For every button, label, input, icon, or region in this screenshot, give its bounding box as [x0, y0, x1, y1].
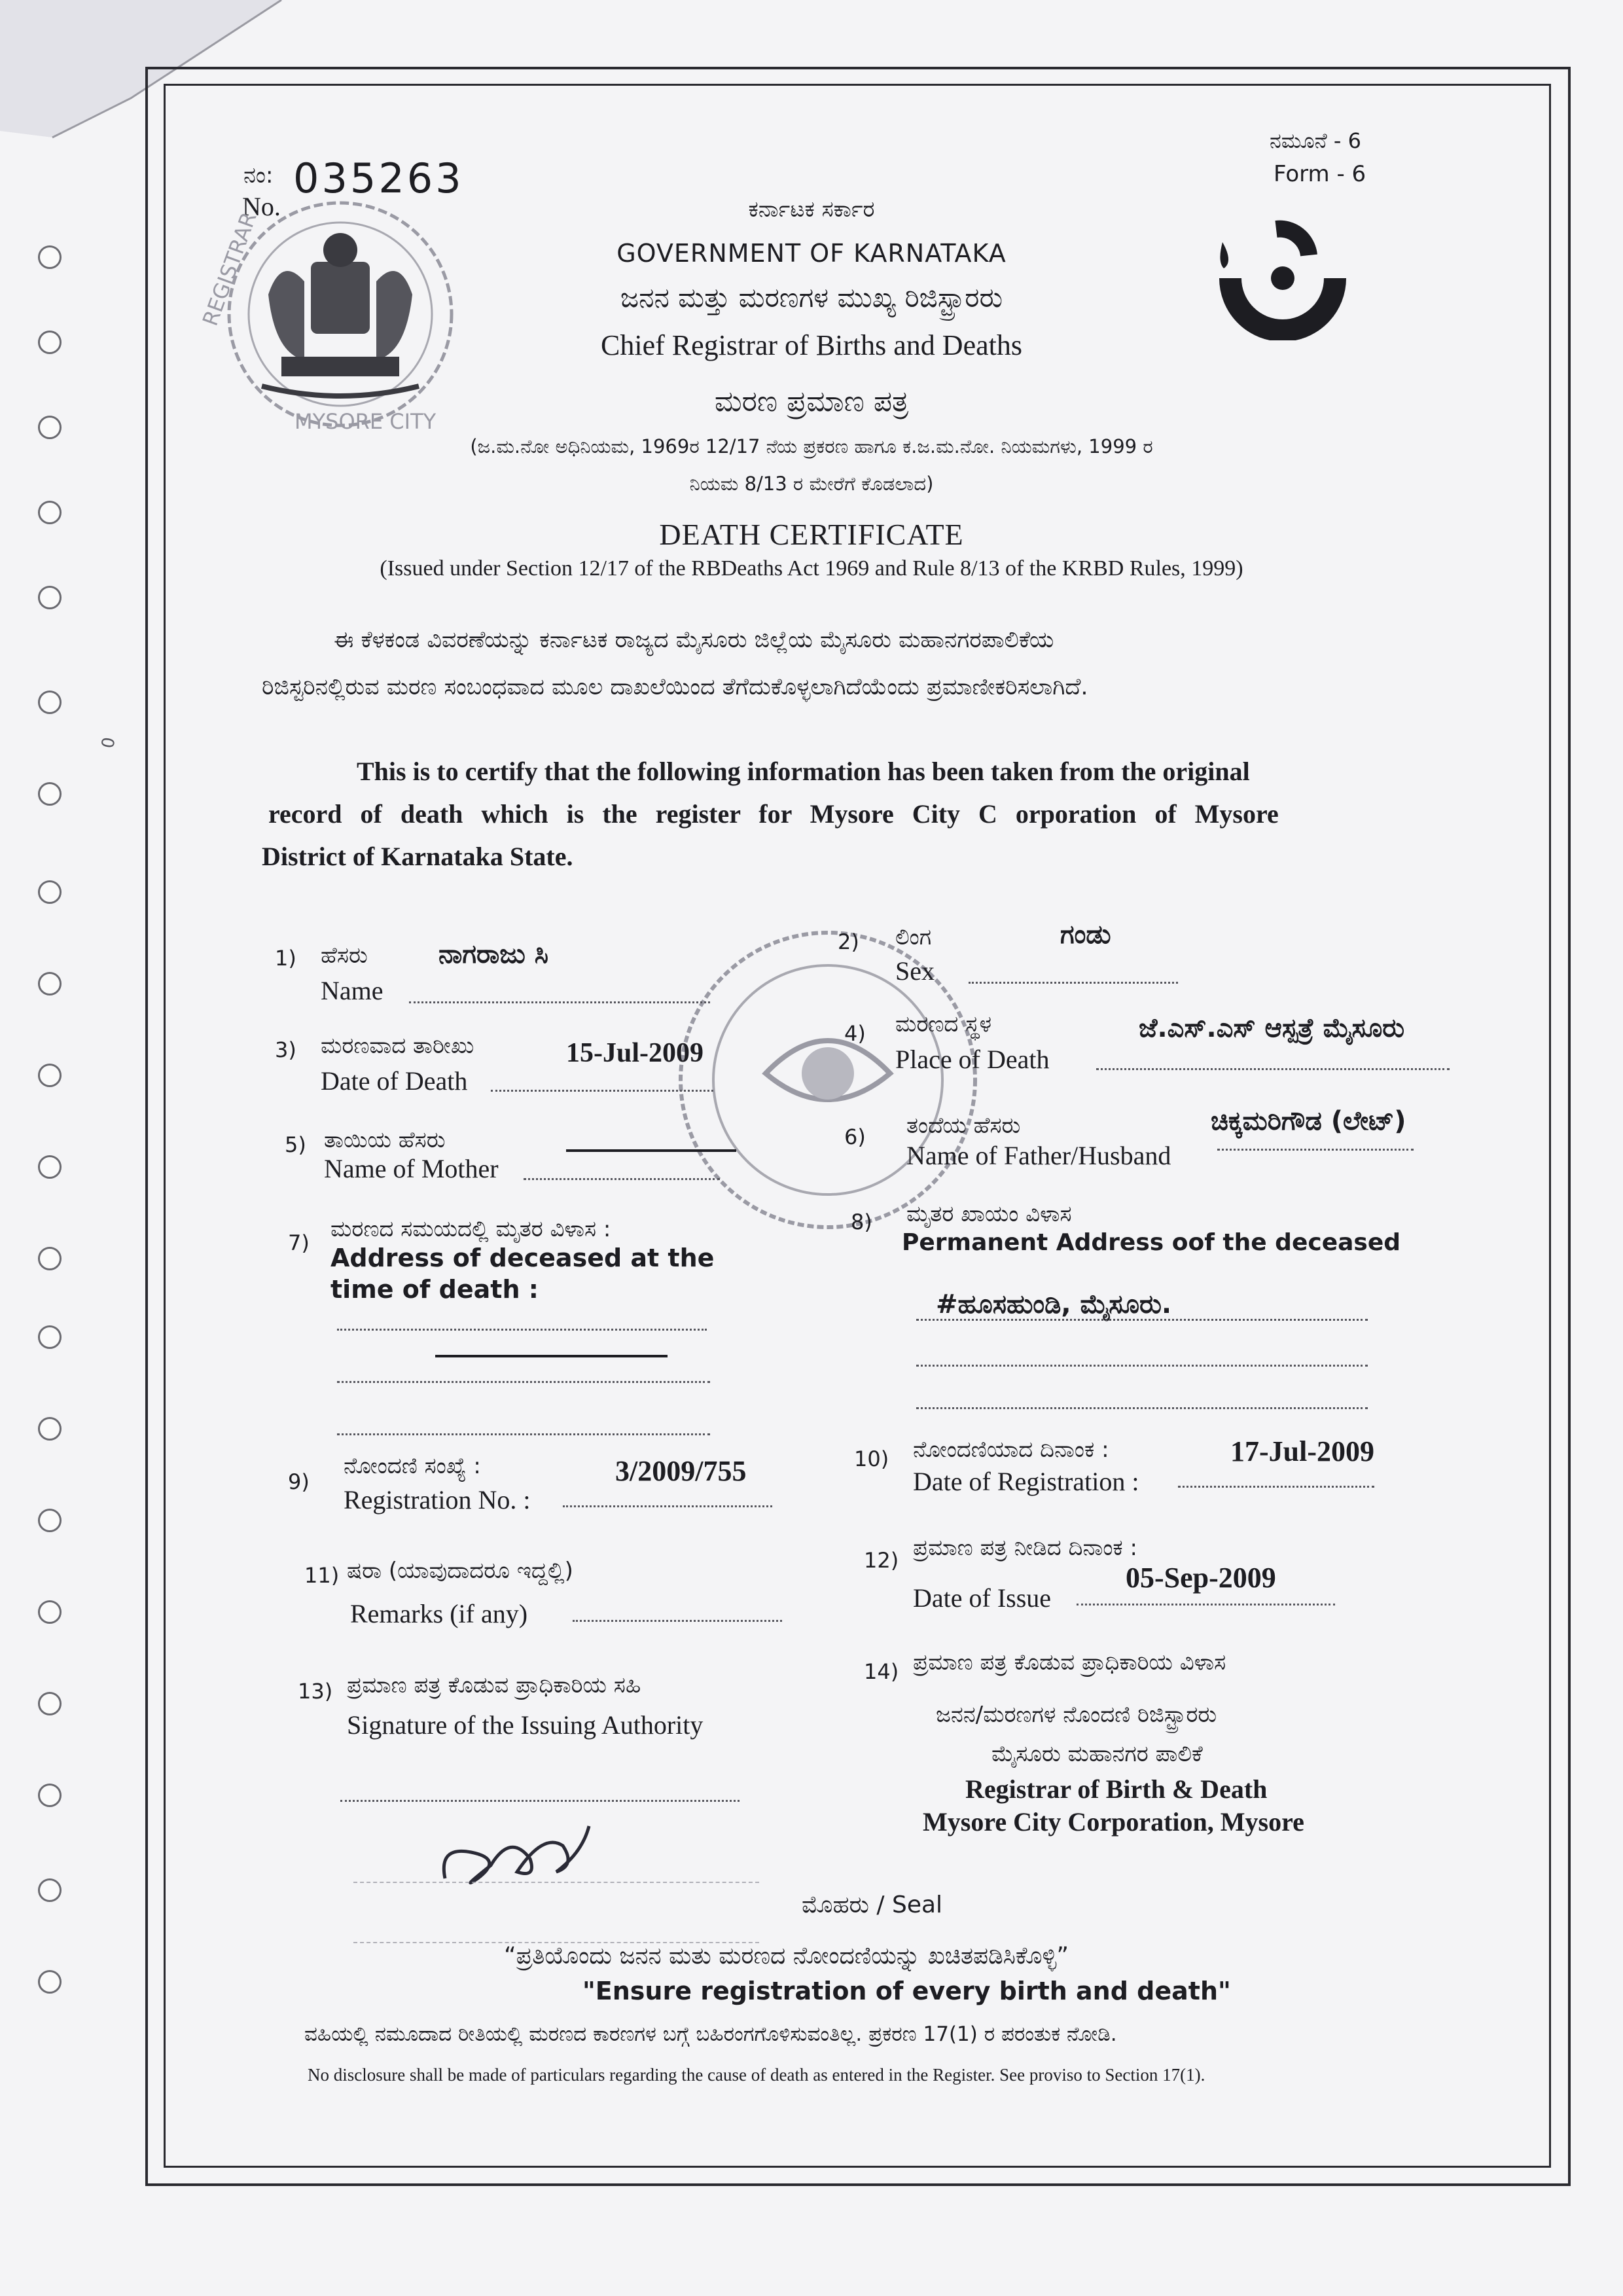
- field-label-en: Remarks (if any): [350, 1599, 528, 1628]
- field-number: 9): [288, 1469, 310, 1494]
- field-number: 2): [838, 929, 859, 954]
- field-label-kn: ಮರಣದ ಸಮಯದಲ್ಲಿ ಮೃತರ ವಿಳಾಸ :: [330, 1216, 611, 1242]
- punch-hole: [38, 1155, 62, 1179]
- government-title-kn: ಕರ್ನಾಟಕ ಸರ್ಕಾರ: [748, 196, 875, 223]
- field-label-en-line2: time of death :: [330, 1275, 539, 1304]
- field-number: 1): [275, 946, 296, 971]
- registration-logo-icon: [1204, 216, 1361, 340]
- field-label-kn: ಮೃತರ ಖಾಯಂ ವಿಳಾಸ: [906, 1201, 1072, 1227]
- registration-number-value: 3/2009/755: [615, 1455, 747, 1487]
- form-number-kn: ನಮೂನೆ - 6: [1270, 128, 1361, 153]
- dotted-line: [491, 1090, 713, 1092]
- field-label-en: Registration No. :: [344, 1485, 531, 1515]
- chief-registrar-en: Chief Registrar of Births and Deaths: [601, 329, 1022, 361]
- field-label-kn: ಪ್ರಮಾಣ ಪತ್ರ ಕೊಡುವ ಪ್ರಾಧಿಕಾರಿಯ ವಿಳಾಸ: [913, 1649, 1226, 1676]
- faint-registrar-stamp: [353, 1882, 759, 1943]
- field-label-kn: ಮರಣವಾದ ತಾರೀಖು: [321, 1033, 474, 1059]
- act-reference-en: (Issued under Section 12/17 of the RBDeaths Act 1969 and Rule 8/13 of the KRBD Rules, 1999): [380, 556, 1243, 581]
- form-number-en: Form - 6: [1274, 161, 1366, 187]
- field-label-kn: ತಂದೆಯ ಹೆಸರು: [906, 1113, 1021, 1139]
- field-label-en: Name of Father/Husband: [906, 1141, 1171, 1170]
- field-label-en: Date of Registration :: [913, 1467, 1139, 1496]
- field-label-kn: ಹೆಸರು: [321, 942, 368, 969]
- field-label-en: Name of Mother: [324, 1154, 499, 1183]
- dotted-line: [1096, 1068, 1450, 1070]
- field-label-en: Date of Issue: [913, 1583, 1052, 1613]
- dotted-line: [1217, 1149, 1414, 1151]
- punch-hole: [38, 1417, 62, 1441]
- dotted-line: [337, 1329, 707, 1331]
- permanent-address-value: #ಹೂಸಹುಂಡಿ, ಮೈಸೂರು.: [936, 1289, 1172, 1319]
- place-of-death-value: ಜೆ.ಎಸ್.ಎಸ್ ಆಸ್ಪತ್ರೆ ಮೈಸೂರು: [1139, 1013, 1405, 1043]
- blank-entry-line: [435, 1355, 668, 1357]
- dotted-line: [340, 1800, 740, 1802]
- issue-date-value: 05-Sep-2009: [1126, 1562, 1276, 1594]
- intro-kn-line1: ಈ ಕೆಳಕಂಡ ವಿವರಣೆಯನ್ನು ಕರ್ನಾಟಕ ರಾಜ್ಯದ ಮೈಸೂರು ಜಿಲ್ಲೆಯ ಮೈಸೂರು ಮಹಾನಗರಪಾಲಿಕೆಯ: [334, 627, 1054, 653]
- dotted-line: [969, 982, 1178, 984]
- field-number: 7): [288, 1230, 310, 1255]
- field-label-en: Sex: [895, 956, 935, 986]
- dotted-line: [573, 1620, 782, 1622]
- dotted-line: [563, 1505, 772, 1507]
- dotted-line: [1077, 1604, 1335, 1605]
- field-label-en: Name: [321, 976, 383, 1005]
- svg-text:MYSORE CITY: MYSORE CITY: [294, 409, 437, 434]
- dotted-line: [916, 1319, 1368, 1321]
- field-number: 12): [864, 1548, 899, 1573]
- field-label-en: Place of Death: [895, 1045, 1050, 1074]
- punch-hole: [38, 1509, 62, 1532]
- intro-en-line2: record of death which is the register for Mysore City C orporation of Mysore: [268, 799, 1279, 829]
- date-of-death-value: 15-Jul-2009: [566, 1038, 704, 1068]
- field-label-kn: ಲಿಂಗ: [895, 924, 932, 950]
- authority-office-kn: ಮೈಸೂರು ಮಹಾನಗರ ಪಾಲಿಕೆ: [991, 1741, 1203, 1767]
- punch-hole: [38, 1970, 62, 1994]
- intro-en-line1: This is to certify that the following information has been taken from the original: [357, 757, 1250, 786]
- punch-hole: [38, 880, 62, 904]
- punch-hole: [38, 586, 62, 609]
- field-number: 4): [844, 1021, 866, 1046]
- field-label-kn: ಪ್ರಮಾಣ ಪತ್ರ ಕೊಡುವ ಪ್ರಾಧಿಕಾರಿಯ ಸಹಿ: [347, 1672, 641, 1698]
- punch-hole: [38, 1692, 62, 1715]
- dotted-line: [1178, 1486, 1374, 1488]
- dotted-line: [409, 1001, 710, 1003]
- field-label-en-line1: Address of deceased at the: [330, 1244, 715, 1272]
- margin-mark: 0: [98, 736, 120, 750]
- field-label-kn: ಷರಾ (ಯಾವುದಾದರೂ ಇದ್ದಲ್ಲಿ): [347, 1558, 573, 1584]
- field-number: 5): [285, 1132, 306, 1157]
- seal-label: ಮೊಹರು / Seal: [802, 1892, 943, 1918]
- authority-office-en: Mysore City Corporation, Mysore: [923, 1807, 1304, 1837]
- field-number: 13): [298, 1679, 333, 1704]
- field-label-kn: ಮರಣದ ಸ್ಥಳ: [895, 1011, 992, 1037]
- intro-en-line3: District of Karnataka State.: [262, 842, 573, 871]
- field-label-kn: ಪ್ರಮಾಣ ಪತ್ರ ನೀಡಿದ ದಿನಾಂಕ :: [913, 1535, 1137, 1561]
- punch-hole: [38, 1878, 62, 1902]
- field-label-kn: ನೋಂದಣಿಯಾದ ದಿನಾಂಕ :: [913, 1437, 1109, 1463]
- dotted-line: [337, 1433, 710, 1435]
- field-number: 10): [854, 1446, 889, 1471]
- authority-title-en: Registrar of Birth & Death: [965, 1774, 1268, 1804]
- serial-label-kn: ನಂ:: [243, 162, 274, 188]
- punch-hole: [38, 1600, 62, 1624]
- dotted-line: [337, 1381, 710, 1383]
- punch-hole: [38, 1064, 62, 1087]
- ensure-registration-kn: “ಪ್ರತಿಯೊಂದು ಜನನ ಮತು ಮರಣದ ನೋಂದಣಿಯನ್ನು ಖಚಿತಪಡಿಸಿಕೊಳ್ಳಿ”: [504, 1943, 1069, 1969]
- ensure-registration-en: "Ensure registration of every birth and death": [582, 1977, 1231, 2005]
- act-reference-kn-line2: ನಿಯಮ 8/13 ರ ಮೇರೆಗೆ ಕೊಡಲಾದ): [689, 473, 934, 495]
- punch-hole: [38, 691, 62, 714]
- punch-hole: [38, 1247, 62, 1270]
- field-number: 6): [844, 1124, 866, 1149]
- authority-title-kn: ಜನನ/ಮರಣಗಳ ನೊಂದಣಿ ರಿಜಿಸ್ಟ್ರಾರರು: [936, 1702, 1217, 1728]
- field-label-en: Signature of the Issuing Authority: [347, 1710, 704, 1740]
- disclosure-en: No disclosure shall be made of particulars regarding the cause of death as entered in the Register. See proviso to Section 17(1).: [308, 2065, 1205, 2085]
- deceased-name-value: ನಾಗರಾಜು ಸಿ: [438, 939, 549, 969]
- registration-date-value: 17-Jul-2009: [1230, 1435, 1374, 1467]
- punch-hole: [38, 782, 62, 806]
- field-label-kn: ತಾಯಿಯ ಹೆಸರು: [324, 1127, 446, 1153]
- disclosure-kn: ವಹಿಯಲ್ಲಿ ನಮೂದಾದ ರೀತಿಯಲ್ಲಿ ಮರಣದ ಕಾರಣಗಳ ಬಗ್ಗೆ ಬಹಿರಂಗಗೊಳಿಸುವಂತಿಲ್ಲ. ಪ್ರಕರಣ 17(1) ರ ಪರಂತುಕ ನೋಡಿ.: [304, 2022, 1117, 2046]
- punch-hole: [38, 972, 62, 996]
- dotted-line: [916, 1365, 1368, 1367]
- sex-value: ಗಂಡು: [1060, 920, 1111, 950]
- field-label-en: Permanent Address oof the deceased: [902, 1229, 1401, 1256]
- serial-number: 035263: [293, 154, 464, 202]
- dotted-line: [916, 1407, 1368, 1409]
- punch-hole: [38, 1325, 62, 1349]
- chief-registrar-kn: ಜನನ ಮತ್ತು ಮರಣಗಳ ಮುಖ್ಯ ರಿಜಿಸ್ಟ್ರಾರರು: [620, 281, 1003, 314]
- field-label-kn: ನೋಂದಣಿ ಸಂಖ್ಯೆ :: [344, 1453, 481, 1479]
- blank-entry-line: [566, 1149, 736, 1152]
- field-number: 8): [851, 1210, 872, 1234]
- field-number: 14): [864, 1659, 899, 1684]
- government-title-en: GOVERNMENT OF KARNATAKA: [616, 239, 1007, 268]
- field-label-en: Date of Death: [321, 1066, 468, 1096]
- act-reference-kn-line1: (ಜ.ಮ.ನೋ ಅಧಿನಿಯಮ, 1969ರ 12/17 ನೆಯ ಪ್ರಕರಣ ಹಾಗೂ ಕ.ಜ.ಮ.ನೋ. ನಿಯಮಗಳು, 1999 ರ: [470, 435, 1153, 457]
- death-certificate-kn: ಮರಣ ಪ್ರಮಾಣ ಪತ್ರ: [714, 385, 909, 418]
- punch-hole: [38, 1784, 62, 1807]
- serial-label-en: No.: [242, 192, 281, 221]
- death-certificate-title: DEATH CERTIFICATE: [659, 518, 964, 551]
- corporation-seal-stamp: [668, 916, 988, 1244]
- svg-text:REGISTRAR: REGISTRAR: [197, 209, 262, 329]
- dotted-line: [524, 1178, 720, 1180]
- field-number: 3): [275, 1037, 296, 1062]
- father-husband-value: ಚಿಕ್ಕಮರಿಗೌಡ (ಲೇಟ್): [1211, 1106, 1406, 1136]
- intro-kn-line2: ರಿಜಿಸ್ಟರಿನಲ್ಲಿರುವ ಮರಣ ಸಂಬಂಧವಾದ ಮೂಲ ದಾಖಲೆಯಿಂದ ತೆಗೆದುಕೊಳ್ಳಲಾಗಿದೆಯೆಂದು ಪ್ರಮಾಣೀಕರಿಸಲಾಗಿದೆ.: [262, 674, 1088, 700]
- field-number: 11): [304, 1563, 340, 1588]
